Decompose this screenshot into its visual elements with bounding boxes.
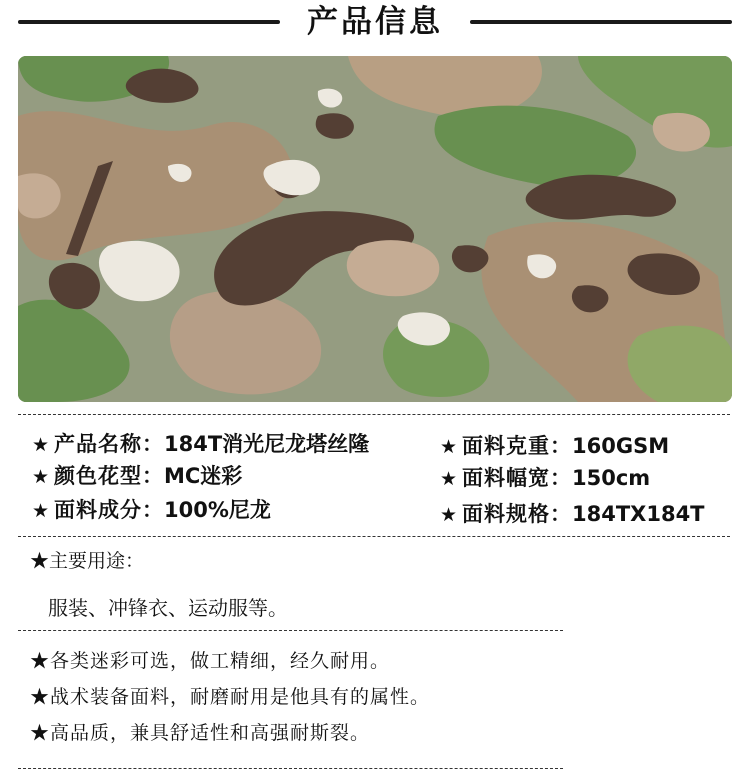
spec-weight [440, 432, 669, 461]
spec-label: 颜色花型： [54, 464, 164, 488]
star-icon: ★ [32, 466, 50, 488]
spec-label: 产品名称： [54, 432, 164, 456]
star-icon: ★ [440, 436, 458, 458]
page-title: 产品信息 [307, 4, 443, 40]
feature-item: ★战术装备面料，耐磨耐用是他具有的属性。 [30, 686, 431, 708]
star-icon: ★ [440, 504, 458, 526]
divider-specs [18, 536, 730, 537]
spec-value: MC迷彩 [164, 464, 243, 488]
spec-color-pattern [32, 462, 242, 491]
feature-item: ★高品质，兼具舒适性和高强耐斯裂。 [30, 722, 371, 744]
divider-top [18, 414, 730, 415]
spec-composition [32, 496, 271, 525]
fabric-photo [18, 56, 732, 402]
spec-product-name [32, 430, 369, 459]
spec-specification [440, 500, 705, 529]
header-rule-right [470, 20, 732, 24]
star-icon: ★ [440, 468, 458, 490]
spec-value: 160GSM [572, 434, 670, 458]
uses-title: ★主要用途： [30, 550, 145, 572]
spec-label: 面料克重： [462, 434, 572, 458]
spec-value: 150cm [572, 466, 651, 490]
feature-item: ★各类迷彩可选，做工精细，经久耐用。 [30, 650, 391, 672]
spec-value: 184TX184T [572, 502, 705, 526]
spec-width [440, 464, 650, 493]
spec-value: 184T消光尼龙塔丝隆 [164, 432, 370, 456]
divider-bottom [18, 768, 563, 769]
spec-label: 面料成分： [54, 498, 164, 522]
uses-body: 服装、冲锋衣、运动服等。 [48, 596, 288, 620]
spec-label: 面料幅宽： [462, 466, 572, 490]
spec-value: 100%尼龙 [164, 498, 271, 522]
divider-uses [18, 630, 563, 631]
camo-pattern [18, 56, 732, 402]
spec-label: 面料规格： [462, 502, 572, 526]
header-rule-left [18, 20, 280, 24]
star-icon: ★ [32, 434, 50, 456]
star-icon: ★ [32, 500, 50, 522]
